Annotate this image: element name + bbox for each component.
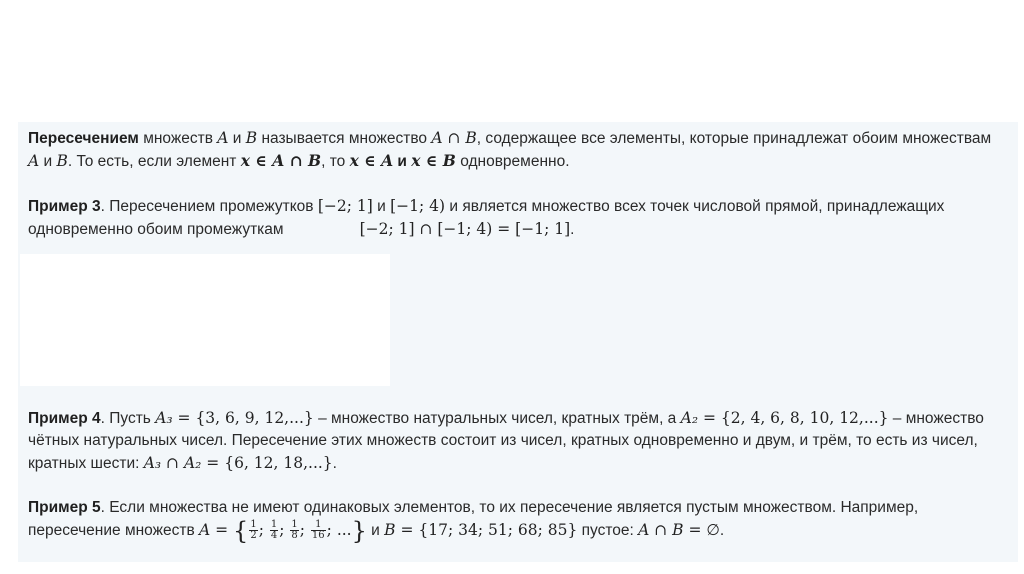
text: . Если множества не имеют одинаковых элементов, то их пересечение является пустым множеством. Например, пересечение множеств — [28, 499, 919, 539]
math-B: B — [56, 152, 68, 170]
example-5-label: Пример 5 — [28, 499, 101, 516]
math-empty-set: = ∅ — [683, 521, 720, 539]
text: . Пусть — [100, 410, 156, 427]
math-B: B — [384, 521, 396, 539]
fraction-numerator: 1 — [270, 519, 278, 531]
fraction-numerator: 1 — [291, 519, 298, 531]
text: и — [39, 153, 57, 170]
math-set-intersection: = {6, 12, 18,...} — [201, 454, 333, 472]
text: , то — [321, 153, 350, 170]
math-separator: ; — [299, 521, 310, 539]
math-set-B: = {17; 34; 51; 68; 85} — [395, 521, 578, 539]
math-interval-2: [−1; 4) — [390, 197, 446, 215]
text: , содержащее все элементы, которые принадлежат обоим множествам — [476, 130, 992, 147]
example-4-label: Пример 4 — [28, 410, 101, 427]
text: и является множество всех точек числовой прямой, принадлежащих одновременно обоим промежуткам — [28, 198, 945, 238]
text: называется множество — [257, 130, 432, 147]
fraction-numerator: 1 — [311, 520, 326, 531]
example-4-paragraph — [28, 407, 998, 475]
math-A: A — [28, 152, 40, 170]
content-box — [18, 122, 1018, 562]
math-left-brace: { — [233, 516, 249, 545]
text: и — [366, 522, 385, 539]
math-x-in-A: x ∈ A — [349, 151, 394, 170]
math-x-in-B: x ∈ B — [411, 151, 456, 170]
fraction-denominator: 8 — [291, 530, 298, 542]
math-equals: = — [210, 521, 234, 539]
text: . — [570, 221, 575, 238]
math-A2: A₂ — [680, 409, 699, 427]
example-5-paragraph — [28, 497, 998, 545]
fraction-denominator: 4 — [270, 530, 278, 542]
text: – множество натуральных чисел, кратных трём, а — [313, 410, 681, 427]
math-B: B — [245, 129, 258, 147]
fraction — [249, 520, 257, 541]
text: . — [332, 455, 337, 472]
fraction-denominator: 2 — [250, 530, 257, 542]
text: . — [719, 522, 725, 539]
definition-paragraph — [28, 127, 998, 173]
text: пустое: — [577, 522, 639, 539]
text: одновременно. — [455, 153, 570, 170]
math-A: A — [217, 129, 229, 147]
text: . То есть, если элемент — [67, 153, 241, 170]
math-set-A2: = {2, 4, 6, 8, 10, 12,...} — [698, 409, 889, 427]
math-separator: ; — [279, 521, 290, 539]
math-A3-cap-A2: A₃ ∩ A₂ — [143, 454, 202, 472]
math-right-brace: } — [351, 516, 367, 545]
math-interval-1: [−2; 1] — [317, 197, 373, 215]
text: и — [228, 130, 246, 147]
text: и — [372, 198, 391, 215]
example-3-paragraph — [28, 195, 998, 241]
fraction — [311, 520, 326, 541]
math-x-in-A-cap-B: x ∈ A ∩ B — [240, 151, 322, 170]
fraction — [270, 520, 278, 541]
text: множеств — [138, 130, 218, 147]
fraction — [290, 520, 298, 541]
math-set-A3: = {3, 6, 9, 12,...} — [172, 409, 314, 427]
text: – множество чётных натуральных чисел. Пересечение этих множеств состоит из чисел, кратных одновременно и двум, и трём, то есть из чисел, кратных шести: — [28, 410, 984, 472]
math-A3: A₃ — [155, 409, 173, 427]
example-3-label: Пример 3 — [28, 198, 101, 215]
math-separator: ; — [258, 521, 269, 539]
math-A: A — [199, 521, 211, 539]
term-intersection: Пересечением — [28, 130, 139, 147]
math-interval-intersection: [−2; 1] ∩ [−1; 4) = [−1; 1] — [359, 220, 571, 238]
text-and: и — [393, 153, 412, 170]
blank-image-area — [20, 254, 390, 386]
math-A-cap-B: A ∩ B — [431, 129, 477, 147]
fraction-denominator: 16 — [311, 530, 325, 542]
math-separator: ; — [326, 521, 337, 539]
fraction-numerator: 1 — [250, 519, 257, 531]
text: . Пересечением промежутков — [100, 198, 318, 215]
math-ellipsis: ... — [336, 521, 352, 539]
math-A-cap-B: A ∩ B — [638, 521, 684, 539]
